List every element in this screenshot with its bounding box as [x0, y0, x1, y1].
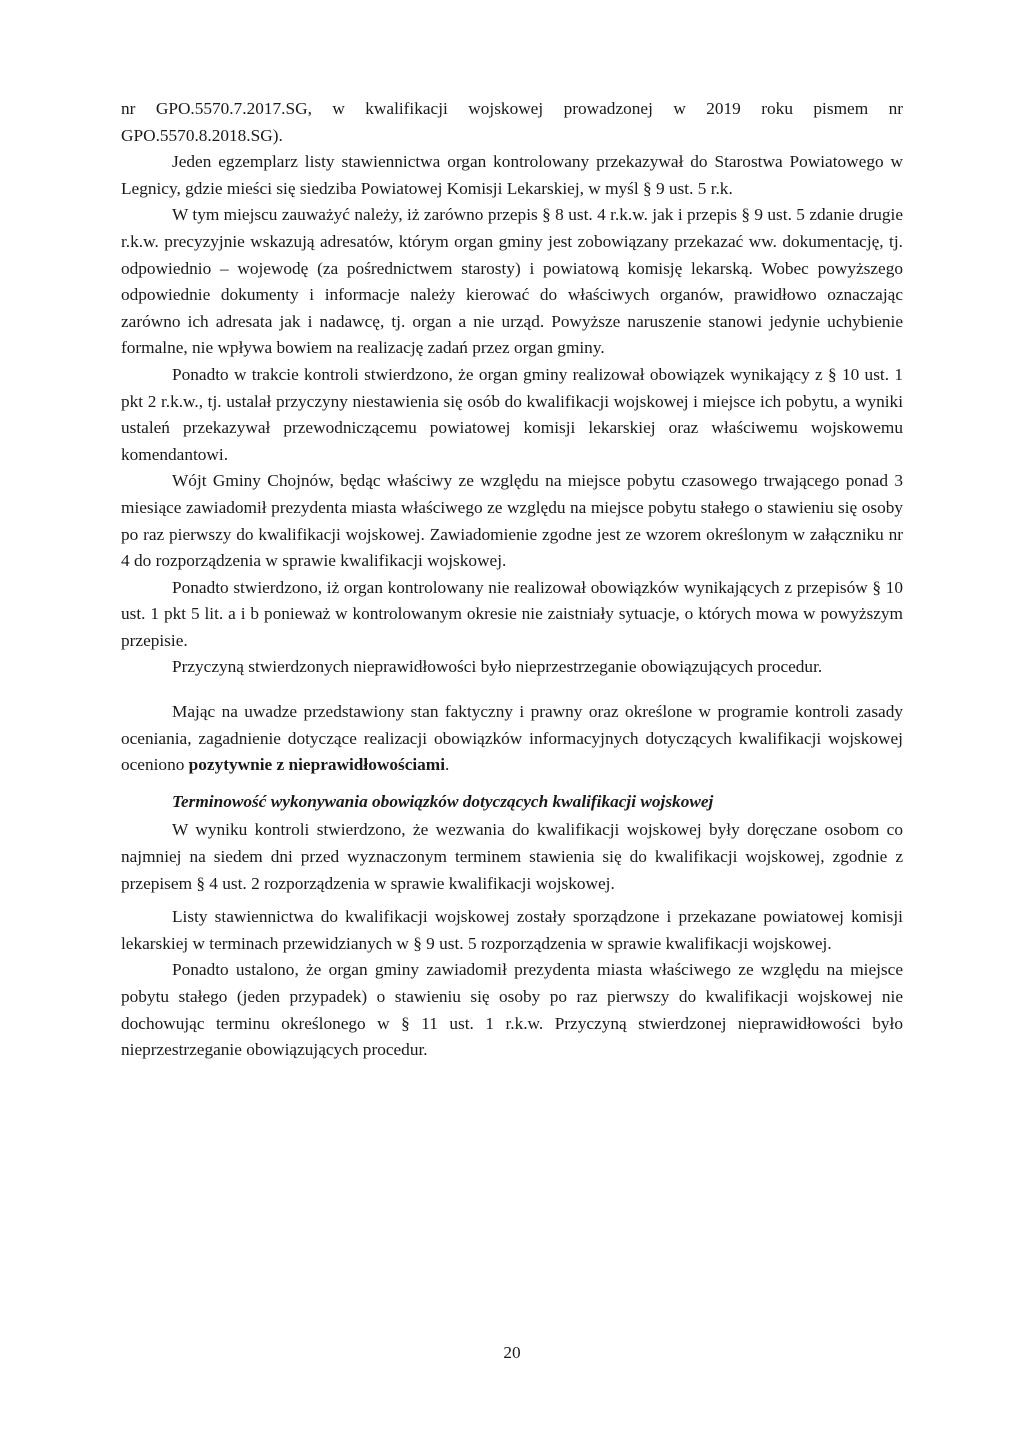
paragraph-lista-stawiennictwa: Jeden egzemplarz listy stawiennictwa organ kontrolowany przekazywał do Starostwa Powiatowego w Legnicy, gdzie mieści się siedziba Powiatowej Komisji Lekarskiej, w myśl § 9 ust. 5 r.k. [121, 152, 903, 198]
paragraph-ocena [121, 699, 903, 779]
paragraph-adresaci: W tym miejscu zauważyć należy, iż zarówno przepis § 8 ust. 4 r.k.w. jak i przepis § 9 ust. 5 zdanie drugie r.k.w. precyzyjnie wskazują adresatów, którym organ gminy jest zobowiązany przekazać ww. dokumentację, tj. odpowiednio – wojewodę (za pośrednictwem starosty) i powiatową komisję lekarską. Wobec powyższego odpowiednie dokumenty i informacje należy kierować do właściwych organów, prawidłowo oznaczając zarówno ich adresata jak i nadawcę, tj. organ a nie urząd. Powyższe naruszenie stanowi jedynie uchybienie formalne, nie wpływa bowiem na realizację zadań przez organ gminy. [121, 205, 903, 358]
ocena-end: . [445, 755, 450, 775]
paragraph-obowiazki-niezrealizowane: Ponadto stwierdzono, iż organ kontrolowany nie realizował obowiązków wynikających z przepisów § 10 ust. 1 pkt 5 lit. a i b ponieważ w kontrolowanym okresie nie zaistniały sytuacje, o których mowa w powyższym przepisie. [121, 577, 903, 650]
paragraph-przyczyna: Przyczyną stwierdzonych nieprawidłowości było nieprzestrzeganie obowiązujących procedur. [172, 657, 823, 677]
paragraph-listy-stawiennictwa: Listy stawiennictwa do kwalifikacji wojskowej zostały sporządzone i przekazane powiatowej komisji lekarskiej w terminach przewidzianych w § 9 ust. 5 rozporządzenia w sprawie kwalifikacji wojskowej. [121, 907, 903, 953]
section-heading: Terminowość wykonywania obowiązków dotyczących kwalifikacji wojskowej [172, 791, 714, 811]
paragraph-przyczyny-niestawienia: Ponadto w trakcie kontroli stwierdzono, że organ gminy realizował obowiązek wynikający z § 10 ust. 1 pkt 2 r.k.w., tj. ustalał przyczyny niestawienia się osób do kwalifikacji wojskowej i miejsce ich pobytu, a wyniki ustaleń przekazywał przewodniczącemu powiatowej komisji lekarskiej oraz właściwemu wojskowemu komendantowi. [121, 364, 903, 464]
paragraph-wezwania: W wyniku kontroli stwierdzono, że wezwania do kwalifikacji wojskowej były doręczane osobom co najmniej na siedem dni przed wyznaczonym terminem stawienia się do kwalifikacji wojskowej, zgodnie z przepisem § 4 ust. 2 rozporządzenia w sprawie kwalifikacji wojskowej. [121, 820, 903, 893]
paragraph-wojt-gminy: Wójt Gminy Chojnów, będąc właściwy ze względu na miejsce pobytu czasowego trwającego ponad 3 miesiące zawiadomił prezydenta miasta właściwego ze względu na miejsce pobytu stałego o stawieniu się osoby po raz pierwszy do kwalifikacji wojskowej. Zawiadomienie zgodne jest ze wzorem określonym w załączniku nr 4 do rozporządzenia w sprawie kwalifikacji wojskowej. [121, 471, 903, 571]
ocena-text: Mając na uwadze przedstawiony stan faktyczny i prawny oraz określone w programie kontroli zasady oceniania, zagadnienie dotyczące realizacji obowiązków informacyjnych dotyczących kwalifikacji wojskowej oceniono [121, 702, 903, 775]
paragraph-zawiadomienie: Ponadto ustalono, że organ gminy zawiadomił prezydenta miasta właściwego ze względu na miejsce pobytu stałego (jeden przypadek) o stawieniu się osoby po raz pierwszy do kwalifikacji wojskowej nie dochowując terminu określonego w § 11 ust. 1 r.k.w. Przyczyną stwierdzonej nieprawidłowości było nieprzestrzeganie obowiązujących procedur. [121, 960, 903, 1060]
page-number: 20 [503, 1343, 521, 1362]
document-body [121, 96, 903, 1064]
paragraph-continuation: nr GPO.5570.7.2017.SG, w kwalifikacji wojskowej prowadzonej w 2019 roku pismem nr GPO.5570.8.2018.SG). [121, 99, 903, 145]
ocena-wynik: pozytywnie z nieprawidłowościami [188, 755, 445, 775]
